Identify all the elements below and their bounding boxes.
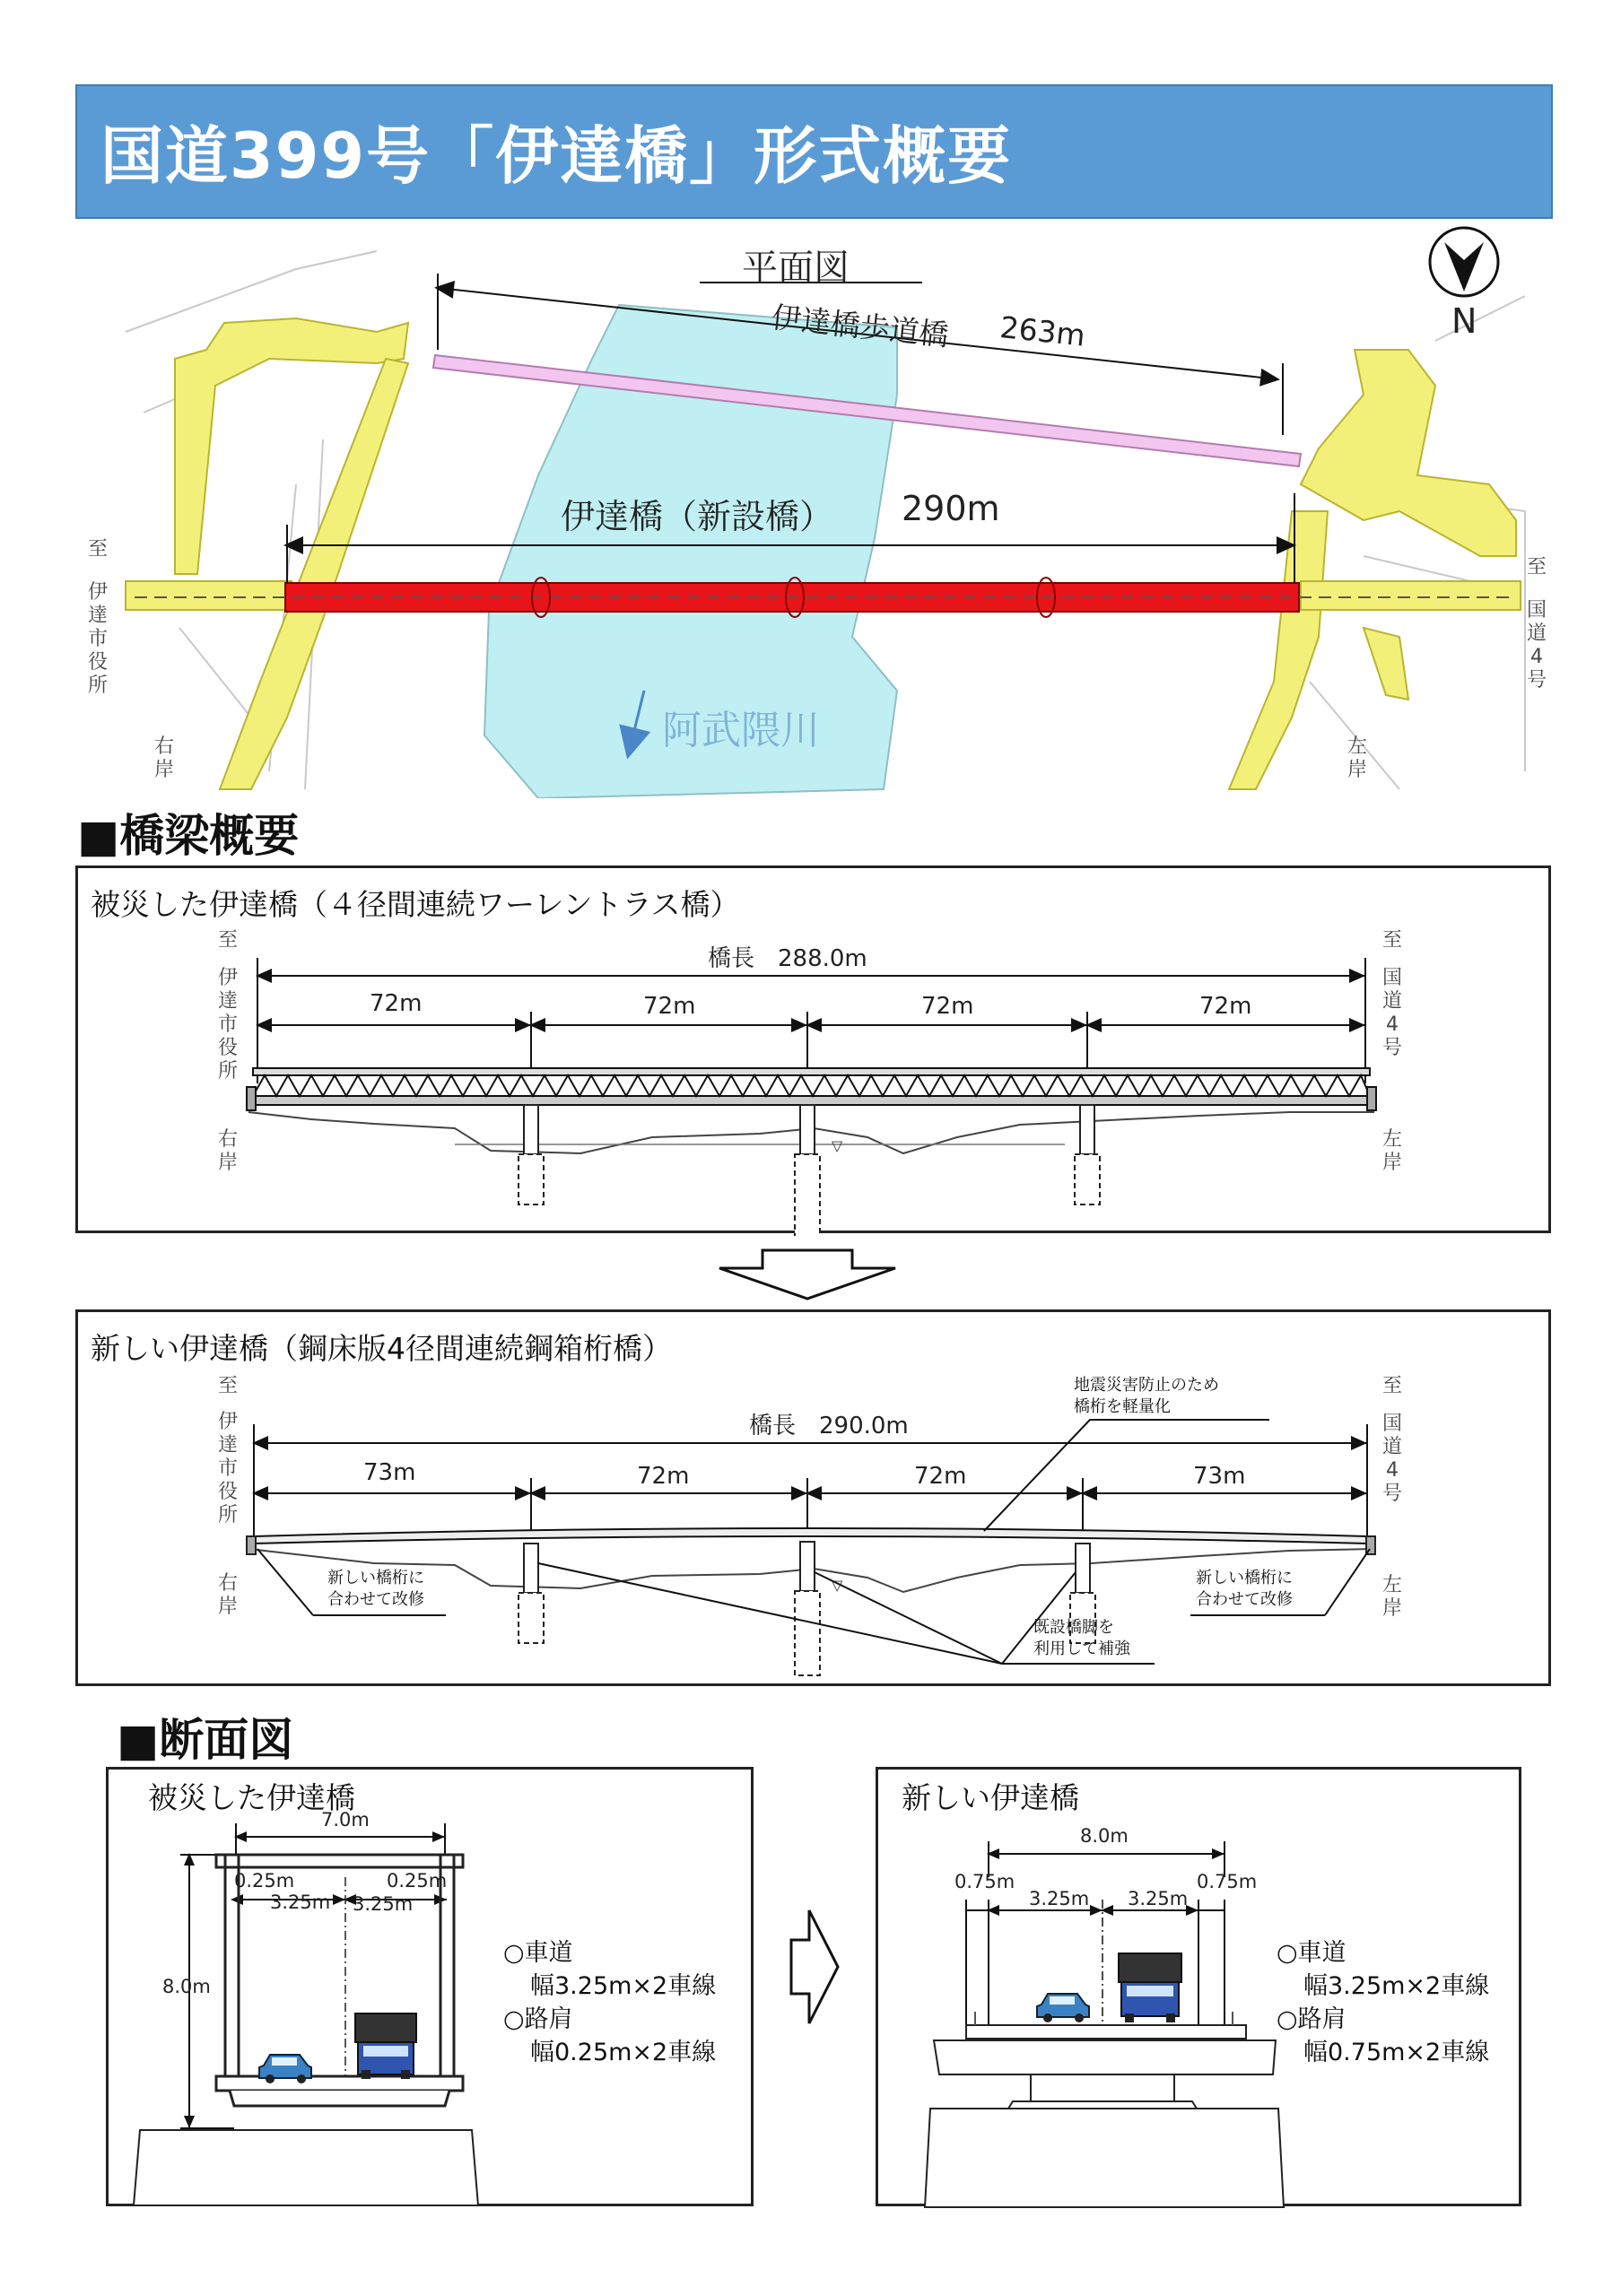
note-piers: 既設橋脚を 利用して補強 xyxy=(1033,1618,1130,1658)
new-lane-left: 3.25m xyxy=(1029,1888,1090,1909)
plan-left-place: 伊達市役所 xyxy=(87,581,108,697)
new-shoulder-left: 0.75m xyxy=(954,1871,1015,1892)
note-abutment-left: 新しい橋桁に 合わせて改修 xyxy=(327,1569,424,1609)
pedestrian-bridge-label: 伊達橋歩道橋 xyxy=(770,299,951,353)
new-width-total: 8.0m xyxy=(1080,1825,1129,1847)
old-left-bank: 右岸 xyxy=(217,1128,238,1174)
new-right-to: 至 xyxy=(1381,1375,1402,1397)
old-bridge-panel xyxy=(75,865,1551,1233)
old-span-1: 72m xyxy=(370,990,423,1017)
pedestrian-bridge-length: 263m xyxy=(998,309,1087,353)
new-total-length: 橋長 290.0m xyxy=(749,1413,909,1439)
new-spec: ○車道 幅3.25m×2車線 ○路肩 幅0.75m×2車線 xyxy=(1277,1939,1490,2066)
old-section-title: 被災した伊達橋 xyxy=(148,1780,355,1815)
river-label: 阿武隈川 xyxy=(662,708,820,753)
new-pier-section xyxy=(925,2025,1284,2207)
old-shoulder-left: 0.25m xyxy=(234,1870,295,1892)
old-piers xyxy=(519,1105,1100,1236)
old-span-4: 72m xyxy=(1199,993,1252,1020)
new-bridge-length: 290m xyxy=(902,489,1000,528)
new-span-3: 72m xyxy=(914,1463,967,1490)
plan-right-place: 国道4号 xyxy=(1526,599,1547,691)
railings xyxy=(975,2012,1233,2025)
new-span-1: 73m xyxy=(363,1459,416,1486)
old-span-2: 72m xyxy=(643,993,696,1020)
new-span-2: 72m xyxy=(637,1463,690,1490)
old-section-panel xyxy=(106,1767,754,2206)
plan-left-to: 至 xyxy=(87,538,108,561)
new-lane-right: 3.25m xyxy=(1128,1888,1189,1909)
plan-right-to: 至 xyxy=(1526,556,1547,578)
new-left-place: 伊達市役所 xyxy=(217,1411,238,1526)
new-bridge-panel xyxy=(75,1309,1551,1686)
note-lightweight: 地震災害防止のため 橋桁を軽量化 xyxy=(1074,1376,1219,1416)
old-width-total: 7.0m xyxy=(321,1809,370,1831)
right-arrow-icon xyxy=(789,1909,840,2025)
old-spec: ○車道 幅3.25m×2車線 ○路肩 幅0.25m×2車線 xyxy=(503,1939,717,2066)
new-shoulder-right: 0.75m xyxy=(1197,1871,1258,1892)
old-right-place: 国道4号 xyxy=(1381,967,1402,1059)
plan-right-bank: 左岸 xyxy=(1346,735,1367,781)
old-lane-left: 3.25m xyxy=(270,1892,331,1913)
note-abutment-right: 新しい橋桁に 合わせて改修 xyxy=(1196,1569,1293,1609)
old-right-bank: 左岸 xyxy=(1381,1128,1402,1174)
plan-map xyxy=(0,215,1621,798)
car-icon xyxy=(1037,1994,1089,2022)
new-section-panel xyxy=(876,1767,1521,2206)
old-shoulder-right: 0.25m xyxy=(387,1870,448,1892)
old-span-3: 72m xyxy=(921,993,974,1020)
new-bridge-elevation xyxy=(78,1312,1554,1689)
plan-heading: 平面図 xyxy=(742,248,850,289)
plan-left-bank: 右岸 xyxy=(153,735,174,781)
north-arrow-icon xyxy=(1430,228,1498,296)
old-left-place: 伊達市役所 xyxy=(217,967,238,1083)
old-bridge-title: 被災した伊達橋（４径間連続ワーレントラス橋） xyxy=(91,887,740,922)
svg-text:▽: ▽ xyxy=(832,1137,843,1154)
new-left-bank: 右岸 xyxy=(217,1572,238,1618)
old-right-to: 至 xyxy=(1381,929,1402,952)
truss-frame xyxy=(216,1855,463,2106)
old-total-length: 橋長 288.0m xyxy=(708,945,867,972)
section-heading: ■断面図 xyxy=(117,1714,294,1766)
old-pier-section xyxy=(134,2130,478,2205)
old-lane-right: 3.25m xyxy=(353,1893,414,1915)
new-right-place: 国道4号 xyxy=(1381,1413,1402,1505)
new-right-bank: 左岸 xyxy=(1381,1574,1402,1620)
title-bar xyxy=(75,84,1553,219)
old-height: 8.0m xyxy=(162,1976,211,1997)
new-bridge-title: 新しい伊達橋（鋼床版4径間連続鋼箱桁橋） xyxy=(91,1331,672,1366)
down-arrow-icon xyxy=(718,1248,897,1300)
page-title: 国道399号「伊達橋」形式概要 xyxy=(100,119,1013,193)
north-label: N xyxy=(1451,301,1477,341)
new-bridge-label: 伊達橋（新設橋） xyxy=(561,497,834,536)
new-left-to: 至 xyxy=(217,1375,238,1397)
old-left-to: 至 xyxy=(217,929,238,952)
overview-heading: ■橋梁概要 xyxy=(77,810,300,862)
truck-icon xyxy=(355,2013,416,2079)
svg-text:▽: ▽ xyxy=(832,1577,843,1594)
new-section-title: 新しい伊達橋 xyxy=(902,1780,1079,1815)
truck-icon xyxy=(1119,1953,1181,2022)
truss xyxy=(247,1068,1376,1110)
new-span-4: 73m xyxy=(1193,1463,1246,1490)
